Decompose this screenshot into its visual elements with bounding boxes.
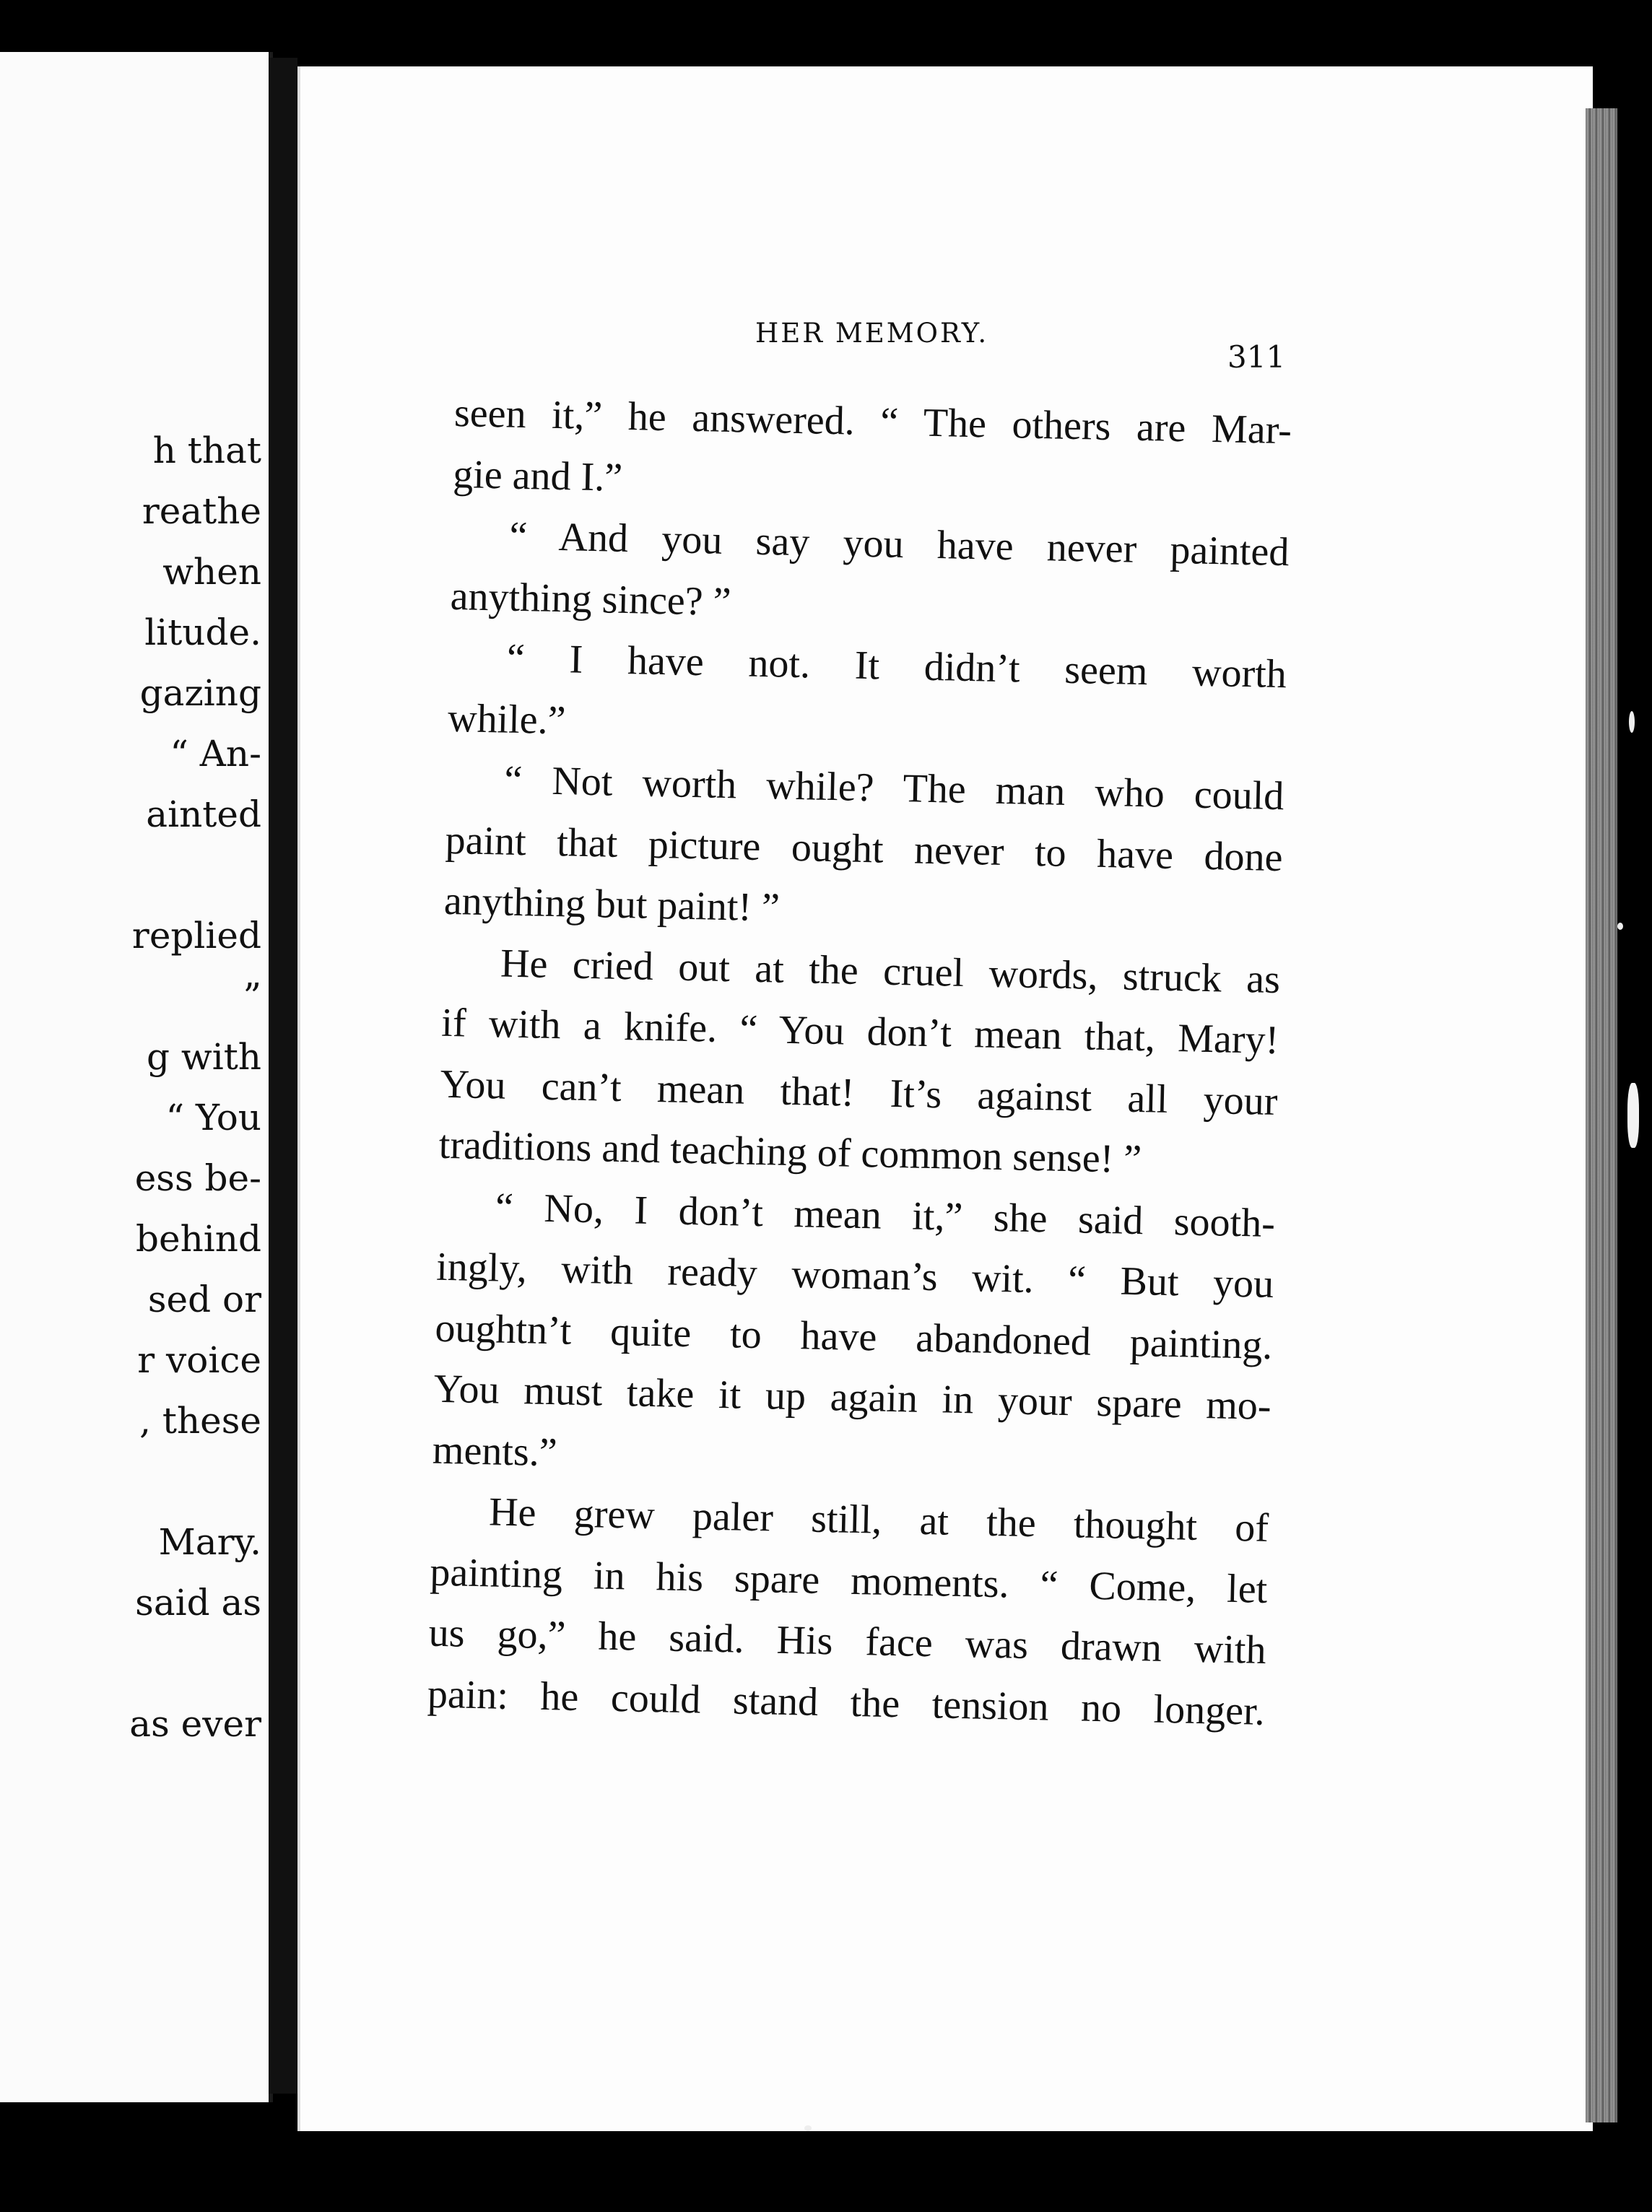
previous-page-line: Mary. (158, 1521, 261, 1563)
previous-page-line: reathe (142, 490, 261, 532)
previous-page-line: when (162, 551, 261, 593)
text-line: paint that picture ought never to have done (445, 817, 1284, 880)
page-edges (1586, 108, 1617, 2122)
previous-page-line: ess be- (134, 1157, 261, 1199)
text-line: pain: he could stand the tension no longer. (427, 1671, 1266, 1734)
previous-page-line: h that (152, 430, 261, 471)
previous-page-line: as ever (129, 1703, 261, 1745)
text-line: us go,” he said. His face was drawn with (428, 1610, 1267, 1673)
scan-speck (1627, 1083, 1639, 1148)
text-line: if with a knife. “ You don’t mean that, Mary! (440, 1000, 1279, 1063)
text-line: anything since? ” (450, 573, 732, 624)
text-line: traditions and teaching of common sense! ” (438, 1122, 1142, 1183)
text-line: You must take it up again in your spare mo- (433, 1366, 1272, 1429)
text-line: gie and I.” (452, 451, 623, 500)
running-head: HER MEMORY. (755, 318, 989, 349)
text-line: ingly, with ready woman’s wit. “ But you (435, 1244, 1274, 1307)
previous-page-line: r voice (137, 1339, 261, 1381)
text-line: while.” (447, 695, 567, 743)
previous-page-fragment (0, 52, 273, 2102)
previous-page-line (0, 1451, 261, 1512)
page-number: 311 (1227, 339, 1286, 375)
previous-page-line: “ You (165, 1097, 261, 1138)
previous-page-line: ainted (146, 793, 261, 835)
previous-page-line: said as (135, 1582, 261, 1624)
text-line: “ I have not. It didn’t seem worth (506, 635, 1287, 697)
previous-page-line (0, 845, 261, 905)
previous-page-line: replied (131, 915, 261, 957)
text-line: oughtn’t quite to have abandoned painting. (434, 1305, 1273, 1368)
previous-page-line: g with (147, 1036, 261, 1078)
previous-page-line: “ An- (170, 733, 261, 775)
previous-page-line: litude. (144, 611, 261, 653)
previous-page-line: ” (243, 975, 261, 1017)
previous-page-text (0, 420, 261, 1754)
previous-page-line: sed or (147, 1279, 261, 1320)
book-gutter (269, 58, 297, 2094)
text-line: painting in his spare moments. “ Come, let (429, 1549, 1268, 1612)
previous-page-line: , these (139, 1400, 261, 1442)
scan-speck (1629, 711, 1635, 733)
text-line: anything but paint! ” (443, 878, 781, 931)
text-line: “ And you say you have never painted (508, 513, 1290, 575)
text-line: “ No, I don’t mean it,” she said sooth- (495, 1184, 1276, 1246)
page-body-text (427, 383, 1292, 1742)
scan-speck (804, 2125, 812, 2131)
text-line: He cried out at the cruel words, struck as (500, 941, 1281, 1002)
text-line: He grew paler still, at the thought of (488, 1489, 1269, 1551)
text-line: You can’t mean that! It’s against all your (440, 1061, 1279, 1124)
previous-page-line: gazing (139, 672, 261, 714)
text-line: “ Not worth while? The man who could (503, 757, 1284, 819)
text-line: ments.” (432, 1427, 558, 1475)
scan-speck (1617, 923, 1623, 930)
previous-page-line (0, 1633, 261, 1694)
previous-page-line: behind (136, 1218, 261, 1260)
text-line: seen it,” he answered. “ The others are Mar- (453, 390, 1292, 453)
